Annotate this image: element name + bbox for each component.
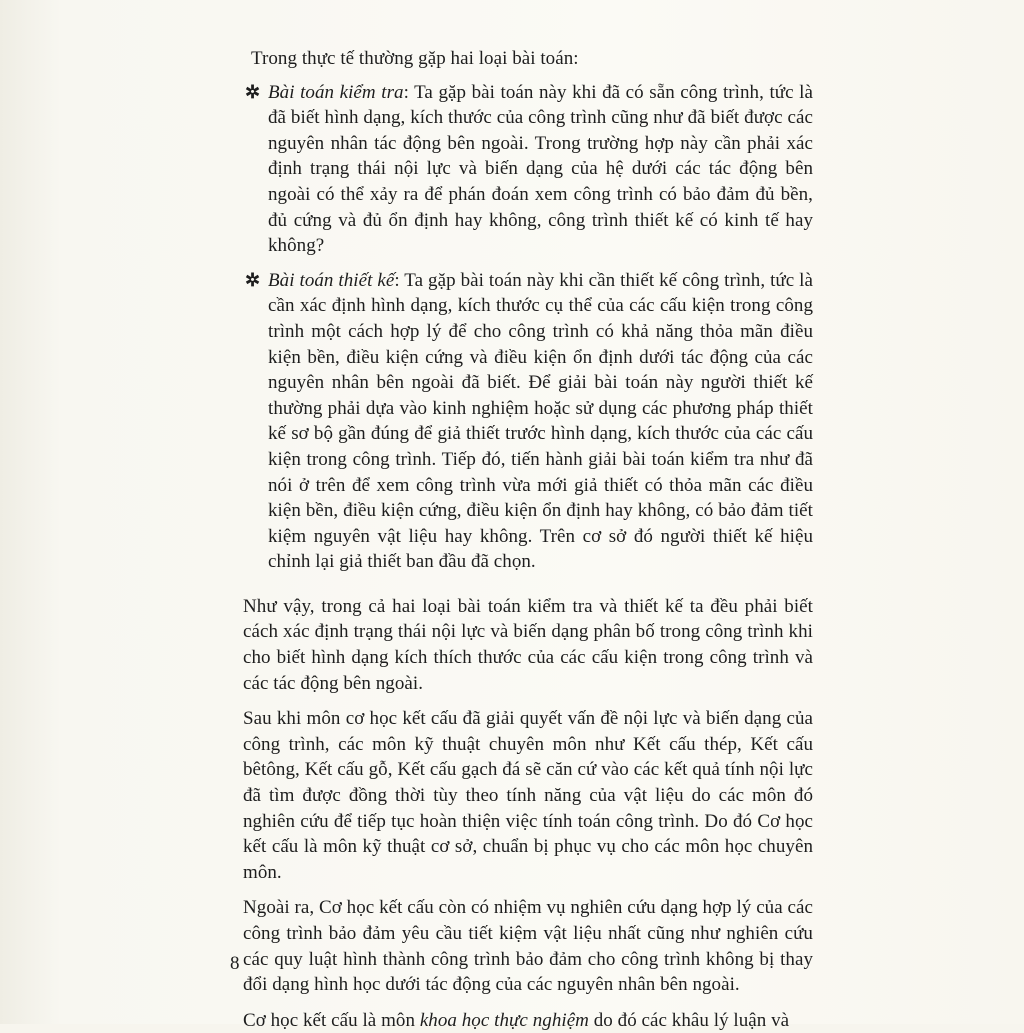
paragraph-after-structural-mechanics: Sau khi môn cơ học kết cấu đã giải quyết vấn đề nội lực và biến dạng của công trình, các môn kỹ thuật chuyên môn như Kết cấu thép, Kết cấu bêtông, Kết cấu gỗ, Kết cấu gạch đá sẽ căn cứ vào các kết quả tính nội lực đã tìm được đồng thời tùy theo tính năng của vật liệu do các môn đó nghiên cứu để tiếp tục hoàn thiện việc tính toán công trình. Do đó Cơ học kết cấu là môn kỹ thuật cơ sở, chuẩn bị phục vụ cho các môn học chuyên môn. bbox=[243, 708, 813, 883]
bullet-design-problem-term: Bài toán thiết kế bbox=[268, 269, 395, 291]
bullet-check-problem-text bbox=[268, 80, 813, 259]
paragraph-experimental-science bbox=[243, 1008, 813, 1033]
bullet-design-problem bbox=[243, 268, 813, 575]
page-content bbox=[243, 46, 813, 1033]
bullet-check-problem-body: : Ta gặp bài toán này khi đã có sẵn công trình, tức là đã biết hình dạng, kích thước của công trình cũng như đã biết được các nguyên nhân tác động bên ngoài. Trong trường hợp này cần phải xác định trạng thái nội lực và biến dạng của hệ dưới các tác động bên ngoài có thể xảy ra để phán đoán xem công trình có bảo đảm đủ bền, đủ cứng và đủ ổn định hay không, công trình thiết kế có kinh tế hay không? bbox=[268, 81, 813, 257]
paragraph-furthermore: Ngoài ra, Cơ học kết cấu còn có nhiệm vụ nghiên cứu dạng hợp lý của các công trình bảo đảm yêu cầu tiết kiệm vật liệu nhất cũng như nghiên cứu các quy luật hình thành công trình bảo đảm cho công trình không bị thay đổi dạng hình học dưới tác động của các nguyên nhân bên ngoài. bbox=[243, 897, 813, 996]
intro-paragraph: Trong thực tế thường gặp hai loại bài toán: bbox=[251, 48, 579, 69]
paragraph-both-problems: Như vậy, trong cả hai loại bài toán kiểm tra và thiết kế ta đều phải biết cách xác định trạng thái nội lực và biến dạng phân bố trong công trình khi cho biết hình dạng kích thích thước của các cấu kiện trong công trình và các tác động bên ngoài. bbox=[243, 595, 813, 694]
paragraph-gap bbox=[243, 885, 813, 895]
bullet-design-problem-text bbox=[268, 268, 813, 575]
bullet-check-problem-term: Bài toán kiểm tra bbox=[268, 81, 404, 103]
asterisk-bullet-icon: ✲ bbox=[245, 81, 261, 102]
paragraph-experimental-science-prefix: Cơ học kết cấu là môn bbox=[243, 1009, 420, 1031]
paragraph-experimental-science-italic: khoa học thực nghiệm bbox=[419, 1009, 589, 1031]
bullet-design-problem-body: : Ta gặp bài toán này khi cần thiết kế công trình, tức là cần xác định hình dạng, kích thước cụ thể của các cấu kiện trong công trình một cách hợp lý để cho công trình có khả năng thỏa mãn điều kiện bền, điều kiện cứng và điều kiện ổn định dưới tác động của các nguyên nhân bên ngoài đã biết. Để giải bài toán này người thiết kế thường phải dựa vào kinh nghiệm hoặc sử dụng các phương pháp thiết kế sơ bộ gần đúng để giả thiết trước hình dạng, kích thước của các cấu kiện trong công trình. Tiếp đó, tiến hành giải bài toán kiểm tra như đã nói ở trên để xem công trình vừa mới giả thiết có thỏa mãn các điều kiện bền, điều kiện cứng, điều kiện ổn định hay không, có bảo đảm tiết kiệm nguyên vật liệu hay không. Trên cơ sở đó người thiết kế hiệu chỉnh lại giả thiết ban đầu đã chọn. bbox=[268, 269, 813, 573]
asterisk-bullet-icon: ✲ bbox=[245, 269, 261, 290]
paragraph-gap bbox=[243, 696, 813, 706]
paragraph-experimental-science-suffix: do đó các khâu lý luận và bbox=[588, 1009, 790, 1031]
bullet-check-problem bbox=[243, 80, 813, 259]
paragraph-gap bbox=[243, 998, 813, 1008]
paragraph-gap bbox=[243, 584, 813, 594]
page-number: 8 bbox=[230, 953, 240, 974]
